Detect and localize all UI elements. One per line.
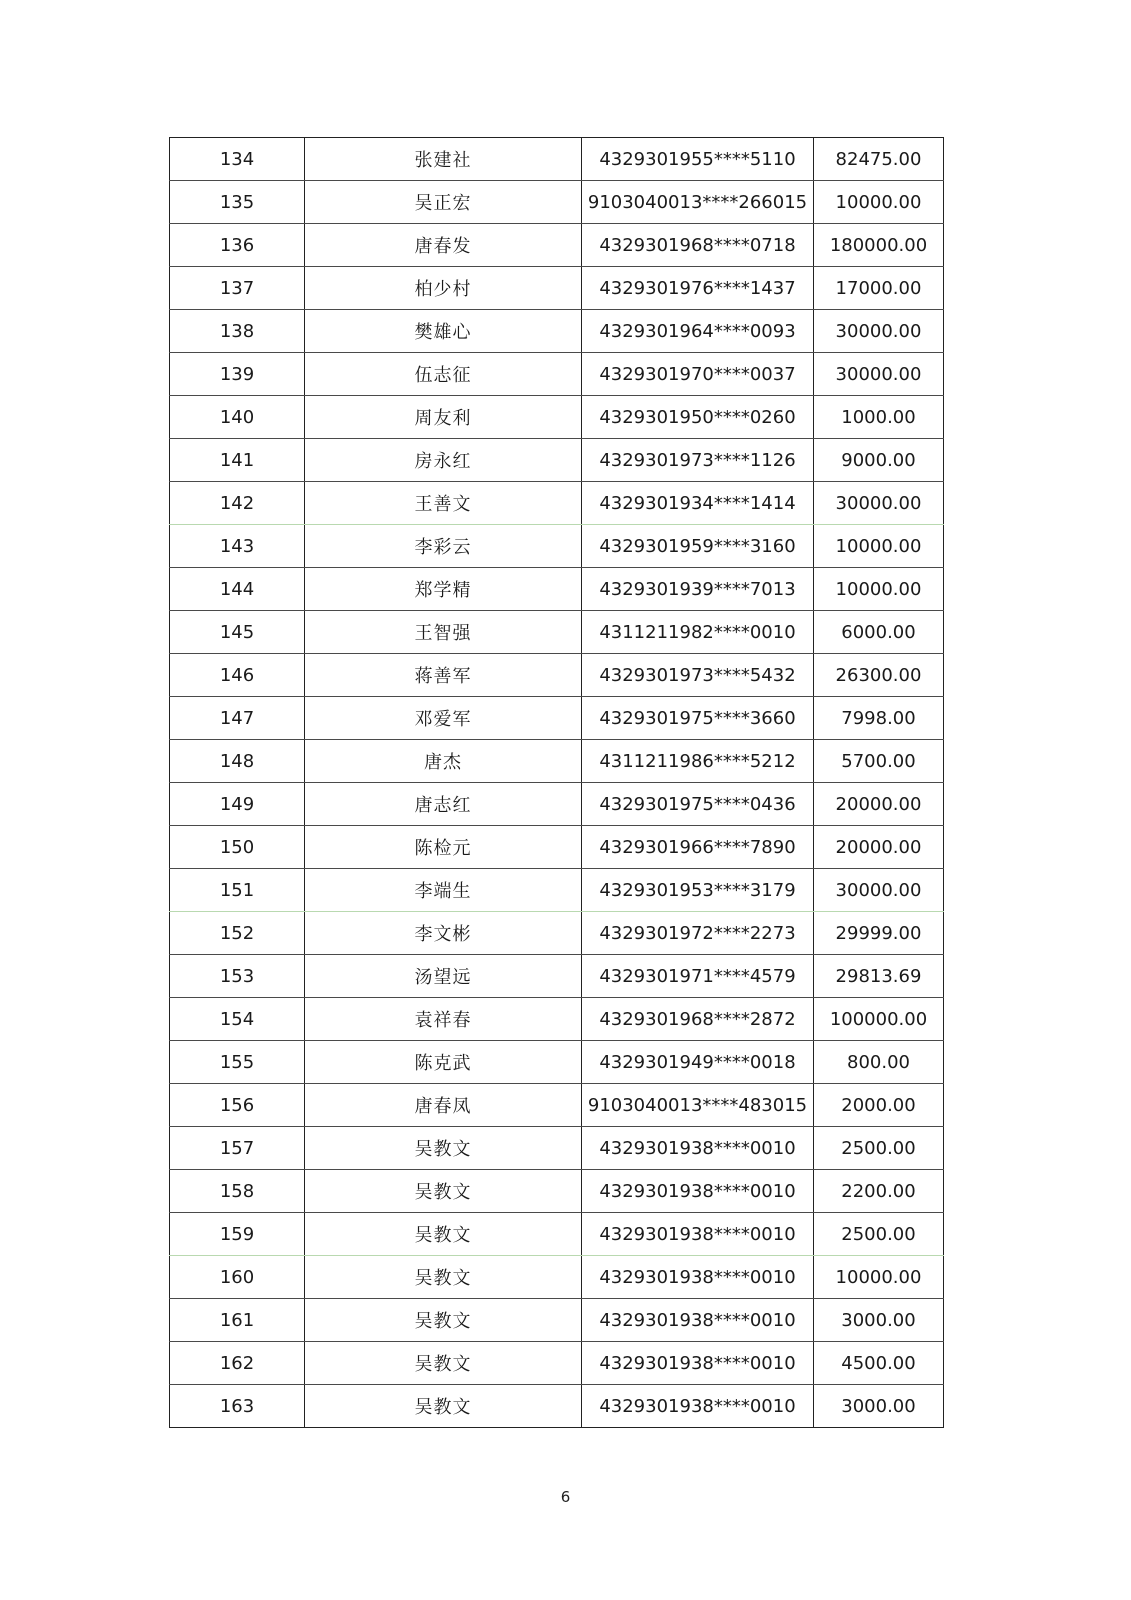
amount: 9000.00 <box>814 439 944 482</box>
table-row <box>170 181 944 224</box>
table-row <box>170 353 944 396</box>
amount: 30000.00 <box>814 482 944 525</box>
person-name: 王智强 <box>305 611 582 654</box>
table-row <box>170 869 944 912</box>
row-number: 150 <box>170 826 305 869</box>
id-number: 4329301975****3660 <box>582 697 814 740</box>
table-row <box>170 482 944 525</box>
person-name: 周友利 <box>305 396 582 439</box>
person-name: 吴教文 <box>305 1256 582 1299</box>
person-name: 吴教文 <box>305 1342 582 1385</box>
id-number: 4329301934****1414 <box>582 482 814 525</box>
amount: 3000.00 <box>814 1299 944 1342</box>
amount: 20000.00 <box>814 783 944 826</box>
id-number: 4329301964****0093 <box>582 310 814 353</box>
person-name: 李文彬 <box>305 912 582 955</box>
person-name: 李彩云 <box>305 525 582 568</box>
person-name: 蒋善军 <box>305 654 582 697</box>
row-number: 141 <box>170 439 305 482</box>
person-name: 吴教文 <box>305 1385 582 1428</box>
id-number: 4329301970****0037 <box>582 353 814 396</box>
person-name: 房永红 <box>305 439 582 482</box>
table-row <box>170 1084 944 1127</box>
table-row <box>170 697 944 740</box>
table-row <box>170 1385 944 1428</box>
person-name: 袁祥春 <box>305 998 582 1041</box>
person-name: 吴教文 <box>305 1170 582 1213</box>
amount: 10000.00 <box>814 525 944 568</box>
row-number: 154 <box>170 998 305 1041</box>
amount: 7998.00 <box>814 697 944 740</box>
amount: 800.00 <box>814 1041 944 1084</box>
row-number: 134 <box>170 138 305 181</box>
id-number: 4329301938****0010 <box>582 1385 814 1428</box>
row-number: 139 <box>170 353 305 396</box>
row-number: 161 <box>170 1299 305 1342</box>
person-name: 樊雄心 <box>305 310 582 353</box>
id-number: 4329301949****0018 <box>582 1041 814 1084</box>
person-name: 王善文 <box>305 482 582 525</box>
amount: 26300.00 <box>814 654 944 697</box>
person-name: 郑学精 <box>305 568 582 611</box>
id-number: 4329301939****7013 <box>582 568 814 611</box>
table-row <box>170 439 944 482</box>
row-number: 148 <box>170 740 305 783</box>
id-number: 4329301938****0010 <box>582 1256 814 1299</box>
row-number: 158 <box>170 1170 305 1213</box>
amount: 30000.00 <box>814 869 944 912</box>
id-number: 4329301968****0718 <box>582 224 814 267</box>
amount: 1000.00 <box>814 396 944 439</box>
table-row <box>170 396 944 439</box>
row-number: 147 <box>170 697 305 740</box>
person-name: 邓爱军 <box>305 697 582 740</box>
amount: 10000.00 <box>814 1256 944 1299</box>
id-number: 4329301959****3160 <box>582 525 814 568</box>
row-number: 162 <box>170 1342 305 1385</box>
amount: 17000.00 <box>814 267 944 310</box>
id-number: 4329301950****0260 <box>582 396 814 439</box>
amount: 5700.00 <box>814 740 944 783</box>
id-number: 4329301973****1126 <box>582 439 814 482</box>
amount: 10000.00 <box>814 568 944 611</box>
person-name: 唐春凤 <box>305 1084 582 1127</box>
person-name: 陈克武 <box>305 1041 582 1084</box>
id-number: 4329301973****5432 <box>582 654 814 697</box>
person-name: 张建社 <box>305 138 582 181</box>
id-number: 9103040013****483015 <box>582 1084 814 1127</box>
row-number: 136 <box>170 224 305 267</box>
id-number: 4329301938****0010 <box>582 1213 814 1256</box>
table-row <box>170 912 944 955</box>
amount: 30000.00 <box>814 310 944 353</box>
table-row <box>170 1213 944 1256</box>
amount: 2500.00 <box>814 1127 944 1170</box>
amount: 10000.00 <box>814 181 944 224</box>
amount: 29999.00 <box>814 912 944 955</box>
row-number: 143 <box>170 525 305 568</box>
table-row <box>170 568 944 611</box>
id-number: 9103040013****266015 <box>582 181 814 224</box>
person-name: 吴教文 <box>305 1127 582 1170</box>
amount: 2000.00 <box>814 1084 944 1127</box>
records-table <box>169 137 944 1428</box>
id-number: 4329301966****7890 <box>582 826 814 869</box>
row-number: 145 <box>170 611 305 654</box>
row-number: 152 <box>170 912 305 955</box>
person-name: 吴正宏 <box>305 181 582 224</box>
id-number: 4329301938****0010 <box>582 1299 814 1342</box>
table-row <box>170 525 944 568</box>
id-number: 4329301938****0010 <box>582 1127 814 1170</box>
row-number: 149 <box>170 783 305 826</box>
table-row <box>170 1342 944 1385</box>
table-row <box>170 1299 944 1342</box>
amount: 180000.00 <box>814 224 944 267</box>
table-row <box>170 998 944 1041</box>
amount: 30000.00 <box>814 353 944 396</box>
row-number: 137 <box>170 267 305 310</box>
amount: 20000.00 <box>814 826 944 869</box>
row-number: 142 <box>170 482 305 525</box>
table-row <box>170 826 944 869</box>
person-name: 吴教文 <box>305 1213 582 1256</box>
table-row <box>170 611 944 654</box>
table-row <box>170 1256 944 1299</box>
table-row <box>170 654 944 697</box>
person-name: 唐杰 <box>305 740 582 783</box>
table-row <box>170 1041 944 1084</box>
table-row <box>170 955 944 998</box>
id-number: 4329301971****4579 <box>582 955 814 998</box>
person-name: 唐春发 <box>305 224 582 267</box>
amount: 2200.00 <box>814 1170 944 1213</box>
table-row <box>170 267 944 310</box>
table-row <box>170 1170 944 1213</box>
row-number: 135 <box>170 181 305 224</box>
row-number: 151 <box>170 869 305 912</box>
table-row <box>170 1127 944 1170</box>
row-number: 144 <box>170 568 305 611</box>
amount: 3000.00 <box>814 1385 944 1428</box>
amount: 6000.00 <box>814 611 944 654</box>
row-number: 138 <box>170 310 305 353</box>
amount: 100000.00 <box>814 998 944 1041</box>
id-number: 4329301955****5110 <box>582 138 814 181</box>
row-number: 140 <box>170 396 305 439</box>
id-number: 4311211982****0010 <box>582 611 814 654</box>
person-name: 吴教文 <box>305 1299 582 1342</box>
row-number: 153 <box>170 955 305 998</box>
row-number: 146 <box>170 654 305 697</box>
id-number: 4329301975****0436 <box>582 783 814 826</box>
table-row <box>170 310 944 353</box>
table-row <box>170 138 944 181</box>
row-number: 157 <box>170 1127 305 1170</box>
person-name: 唐志红 <box>305 783 582 826</box>
id-number: 4329301953****3179 <box>582 869 814 912</box>
id-number: 4329301938****0010 <box>582 1342 814 1385</box>
person-name: 汤望远 <box>305 955 582 998</box>
row-number: 156 <box>170 1084 305 1127</box>
row-number: 163 <box>170 1385 305 1428</box>
id-number: 4329301972****2273 <box>582 912 814 955</box>
table-row <box>170 740 944 783</box>
row-number: 159 <box>170 1213 305 1256</box>
amount: 29813.69 <box>814 955 944 998</box>
amount: 4500.00 <box>814 1342 944 1385</box>
person-name: 柏少村 <box>305 267 582 310</box>
amount: 2500.00 <box>814 1213 944 1256</box>
table-row <box>170 224 944 267</box>
person-name: 李端生 <box>305 869 582 912</box>
row-number: 155 <box>170 1041 305 1084</box>
id-number: 4329301938****0010 <box>582 1170 814 1213</box>
row-number: 160 <box>170 1256 305 1299</box>
id-number: 4329301976****1437 <box>582 267 814 310</box>
id-number: 4329301968****2872 <box>582 998 814 1041</box>
page-number: 6 <box>560 1488 571 1506</box>
amount: 82475.00 <box>814 138 944 181</box>
table-row <box>170 783 944 826</box>
id-number: 4311211986****5212 <box>582 740 814 783</box>
person-name: 陈检元 <box>305 826 582 869</box>
person-name: 伍志征 <box>305 353 582 396</box>
